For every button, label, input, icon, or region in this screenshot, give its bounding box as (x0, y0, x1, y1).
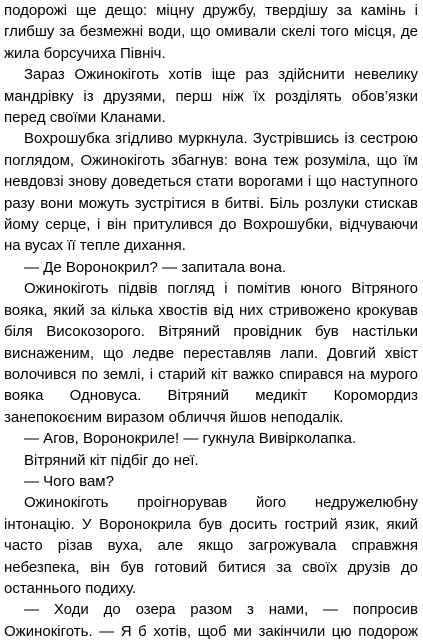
paragraph-2: Зараз Ожинокіготь хотів іще раз здійснити невелику мандрівку із друзями, перш ніж їх розділять обов’язки перед своїми Кланами. (4, 66, 418, 127)
paragraph-5: Ожинокіготь підвів погляд і помітив юного Вітряного вояка, який за кілька хвостів від них стривожено крокував біля Високозорого. Вітряний провідник був настільки виснаженим, що ледве переставляв лапи. Довгий хвіст волочився по землі, і старий кіт важко спирався на мурого вояка Одновуса. Вітряний медикіт Коромордиз занепокоєним виразом обличчя йшов неподалік. (4, 280, 418, 426)
paragraph-10: — Ходи до озера разом з нами, — попросив Ожинокіготь. — Я б хотів, щоб ми закінчили цю подорож (4, 601, 418, 640)
paragraph-1: подорожі ще дещо: міцну дружбу, твердішу за камінь і глибшу за безмежні води, що омивали скелі того місця, де жила борсучиха Північ. (4, 2, 418, 62)
paragraph-6: — Агов, Воронокриле! — гукнула Вивірколапка. (24, 430, 357, 448)
paragraph-3: Вохрошубка згідливо муркнула. Зустрівшись із сестрою поглядом, Ожинокіготь збагнув: вона теж розуміла, що їм невдовзі знову доведеться стати ворогами і що наступного разу вони можуть зустрітися в битві. Біль розлуки стискав йому серце, і він притулився до Вохрошубки, відчуваючи на вусах її тепле дихання. (4, 130, 418, 255)
paragraph-8: — Чого вам? (24, 472, 114, 490)
paragraph-7: Вітряний кіт підбіг до неї. (24, 451, 199, 469)
paragraph-4: — Де Воронокрил? — запитала вона. (24, 258, 287, 276)
document-page (4, 0, 418, 642)
paragraph-9: Ожинокіготь проігнорував його недружелюбну інтонацію. У Воронокрила був досить гострий язик, який часто різав вуха, але якщо загрожувала справжня небезпека, він був готовий битися за своїх друзів до останнього подиху. (4, 494, 418, 597)
